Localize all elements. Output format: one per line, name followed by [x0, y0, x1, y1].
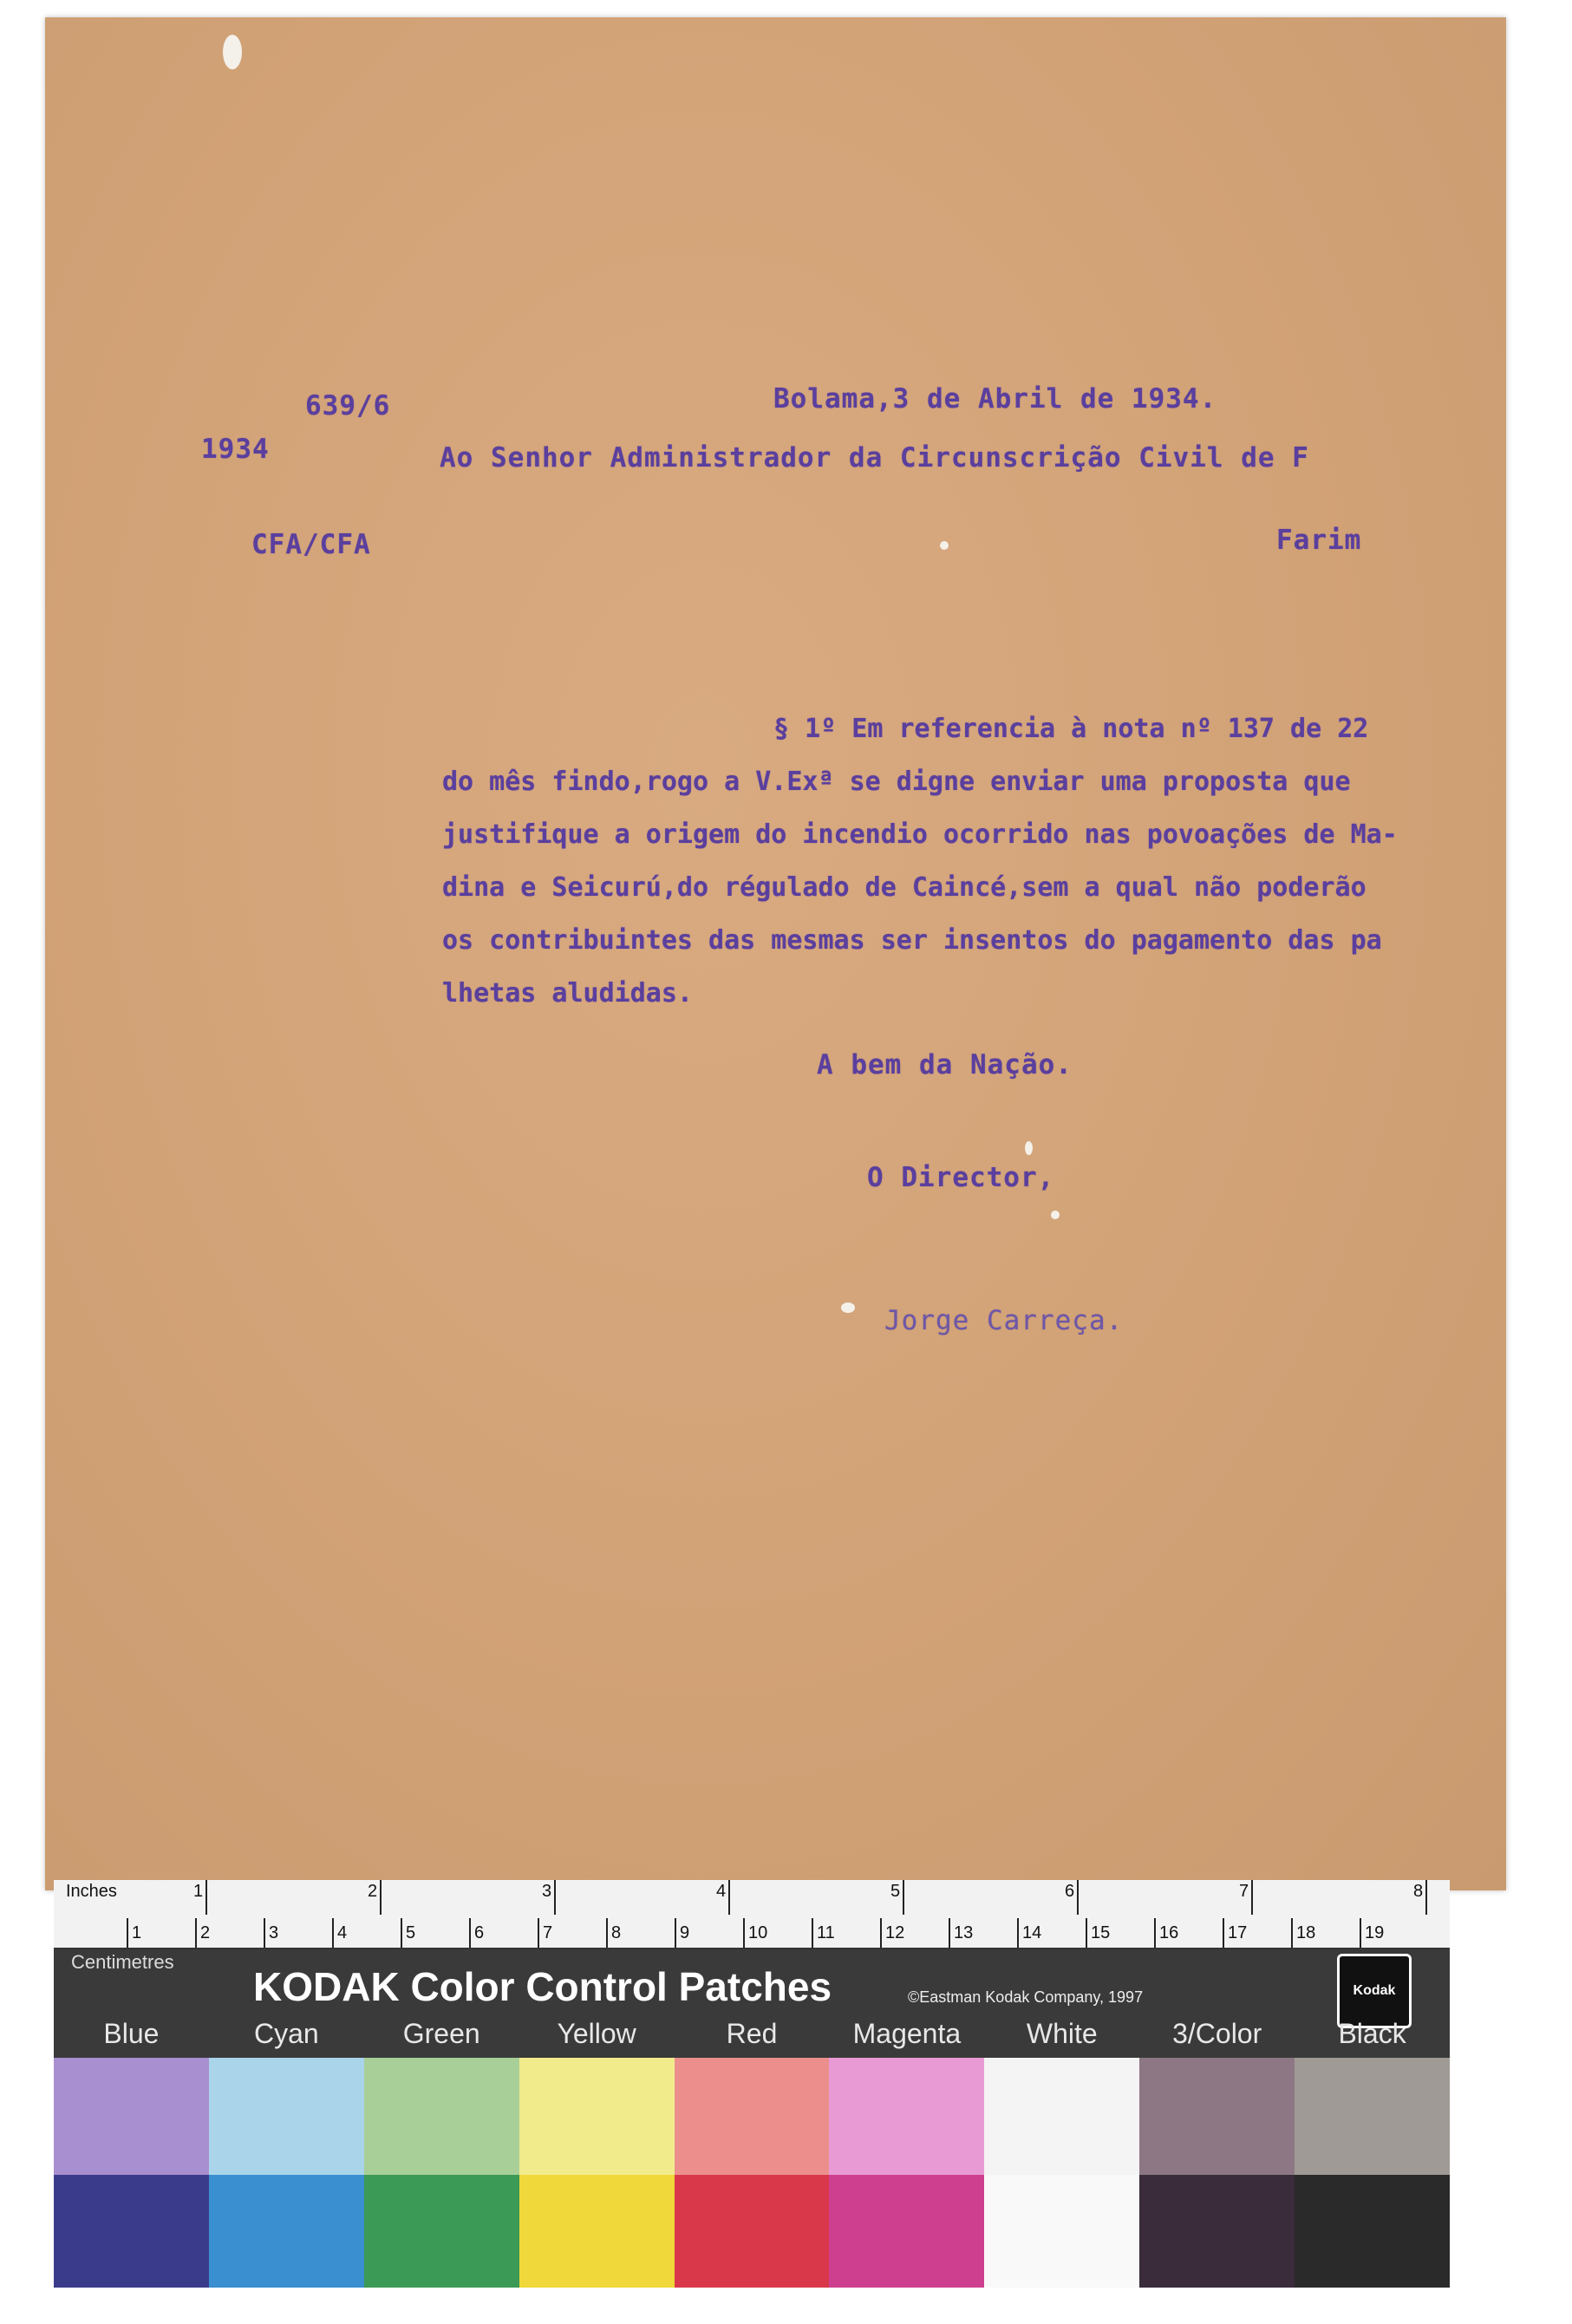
- cm-mark: 17: [1228, 1923, 1248, 1942]
- reference-number: 639/6: [305, 390, 391, 421]
- color-patch: [364, 2175, 519, 2288]
- document-page: [45, 17, 1506, 1890]
- cm-mark: 5: [406, 1923, 416, 1942]
- patch-label: Black: [1338, 2018, 1406, 2049]
- color-patch: [364, 2058, 519, 2175]
- inch-mark: 8: [1413, 1882, 1424, 1901]
- cm-mark: 10: [748, 1923, 768, 1942]
- paper-speck: [940, 541, 949, 550]
- closing-line: A bem da Nação.: [817, 1049, 1073, 1080]
- cm-mark: 1: [132, 1923, 142, 1942]
- inch-mark: 7: [1239, 1882, 1249, 1901]
- cm-tick: [1291, 1918, 1293, 1948]
- cm-mark: 18: [1296, 1923, 1316, 1942]
- place-date: Bolama,3 de Abril de 1934.: [773, 383, 1217, 415]
- centimetres-label: Centimetres: [71, 1951, 174, 1973]
- cm-tick: [1154, 1918, 1156, 1948]
- cm-tick: [1223, 1918, 1224, 1948]
- patch-labels: [54, 2012, 1450, 2055]
- cm-tick: [538, 1918, 539, 1948]
- paper-speck: [1051, 1211, 1060, 1219]
- ruler: [54, 1880, 1450, 1949]
- paper-speck: [1025, 1141, 1033, 1155]
- cm-tick: [401, 1918, 402, 1948]
- color-patch: [675, 2175, 830, 2288]
- cm-tick: [949, 1918, 950, 1948]
- inch-tick: [380, 1880, 382, 1915]
- cm-tick: [469, 1918, 471, 1948]
- cm-mark: 13: [954, 1923, 974, 1942]
- body-line: os contribuintes das mesmas ser insentos do pagamento das pa: [442, 925, 1382, 956]
- cm-tick: [264, 1918, 265, 1948]
- inches-label: Inches: [66, 1882, 117, 1901]
- color-patch: [675, 2058, 830, 2175]
- patch-label: Magenta: [852, 2018, 962, 2049]
- cm-mark: 2: [200, 1923, 211, 1942]
- cm-mark: 6: [474, 1923, 485, 1942]
- destination: Farim: [1276, 525, 1362, 556]
- cm-tick: [1017, 1918, 1019, 1948]
- cm-tick: [127, 1918, 128, 1948]
- color-patch: [209, 2175, 364, 2288]
- color-patch: [984, 2058, 1139, 2175]
- color-patch: [984, 2175, 1139, 2288]
- body-line: dina e Seicurú,do régulado de Caincé,sem a qual não poderão: [442, 872, 1367, 903]
- body-line: lhetas aludidas.: [442, 978, 693, 1009]
- patch-label: Blue: [103, 2018, 160, 2049]
- cm-tick: [1086, 1918, 1087, 1948]
- patch-label: White: [1026, 2018, 1098, 2049]
- patch-label: Red: [726, 2018, 778, 2049]
- patch-row-dark: [54, 2175, 1450, 2288]
- color-patch: [519, 2058, 675, 2175]
- cm-mark: 19: [1365, 1923, 1385, 1942]
- color-patch: [209, 2058, 364, 2175]
- paper-speck: [841, 1302, 855, 1313]
- color-patch: [54, 2058, 209, 2175]
- letter-body: [442, 702, 1517, 1020]
- cm-tick: [812, 1918, 813, 1948]
- body-line: do mês findo,rogo a V.Exª se digne enviar uma proposta que: [442, 767, 1351, 797]
- cm-mark: 3: [269, 1923, 279, 1942]
- inch-tick: [903, 1880, 904, 1915]
- cm-mark: 7: [543, 1923, 553, 1942]
- paper-hole: [223, 35, 242, 69]
- body-line: justifique a origem do incendio ocorrido nas povoações de Ma-: [442, 819, 1398, 850]
- inch-tick: [1077, 1880, 1079, 1915]
- color-patch: [1295, 2058, 1450, 2175]
- cm-tick: [332, 1918, 334, 1948]
- initials: CFA/CFA: [251, 529, 371, 560]
- inch-tick: [205, 1880, 207, 1915]
- cm-tick: [606, 1918, 608, 1948]
- cm-mark: 12: [885, 1923, 905, 1942]
- patch-label: 3/Color: [1172, 2018, 1262, 2049]
- inch-mark: 1: [193, 1882, 204, 1901]
- patch-row-light: [54, 2058, 1450, 2175]
- year-label: 1934: [201, 434, 270, 465]
- signature: Jorge Carreça.: [884, 1305, 1124, 1336]
- color-patch: [1295, 2175, 1450, 2288]
- signatory-title: O Director,: [867, 1162, 1055, 1193]
- copyright: ©Eastman Kodak Company, 1997: [908, 1988, 1144, 2006]
- cm-mark: 14: [1022, 1923, 1042, 1942]
- cm-mark: 15: [1091, 1923, 1111, 1942]
- color-patch: [1139, 2175, 1295, 2288]
- patch-label: Green: [402, 2018, 480, 2049]
- inch-tick: [1425, 1880, 1427, 1915]
- inch-tick: [554, 1880, 556, 1915]
- cm-mark: 9: [680, 1923, 690, 1942]
- color-patch: [1139, 2058, 1295, 2175]
- body-line: § 1º Em referencia à nota nº 137 de 22: [773, 714, 1369, 744]
- cm-mark: 4: [337, 1923, 348, 1942]
- cm-tick: [675, 1918, 676, 1948]
- cm-mark: 8: [611, 1923, 622, 1942]
- color-patch: [829, 2175, 984, 2288]
- inch-mark: 3: [542, 1882, 552, 1901]
- cm-tick: [1360, 1918, 1361, 1948]
- color-patch: [519, 2175, 675, 2288]
- cm-tick: [195, 1918, 197, 1948]
- cm-mark: 11: [817, 1923, 835, 1942]
- inch-mark: 5: [890, 1882, 901, 1901]
- kodak-color-target: [54, 1880, 1450, 2288]
- color-patch: [829, 2058, 984, 2175]
- patch-label: Cyan: [253, 2018, 319, 2049]
- addressee: Ao Senhor Administrador da Circunscrição Civil de F: [440, 442, 1309, 473]
- inch-tick: [1251, 1880, 1253, 1915]
- cm-tick: [743, 1918, 745, 1948]
- inch-mark: 4: [716, 1882, 727, 1901]
- cm-tick: [880, 1918, 882, 1948]
- logo-text: Kodak: [1353, 1983, 1396, 1998]
- inch-tick: [728, 1880, 730, 1915]
- inch-mark: 2: [368, 1882, 378, 1901]
- inch-mark: 6: [1065, 1882, 1075, 1901]
- color-patch: [54, 2175, 209, 2288]
- cm-mark: 16: [1159, 1923, 1179, 1942]
- brand-title: KODAK Color Control Patches: [253, 1964, 832, 2009]
- patch-label: Yellow: [557, 2018, 636, 2049]
